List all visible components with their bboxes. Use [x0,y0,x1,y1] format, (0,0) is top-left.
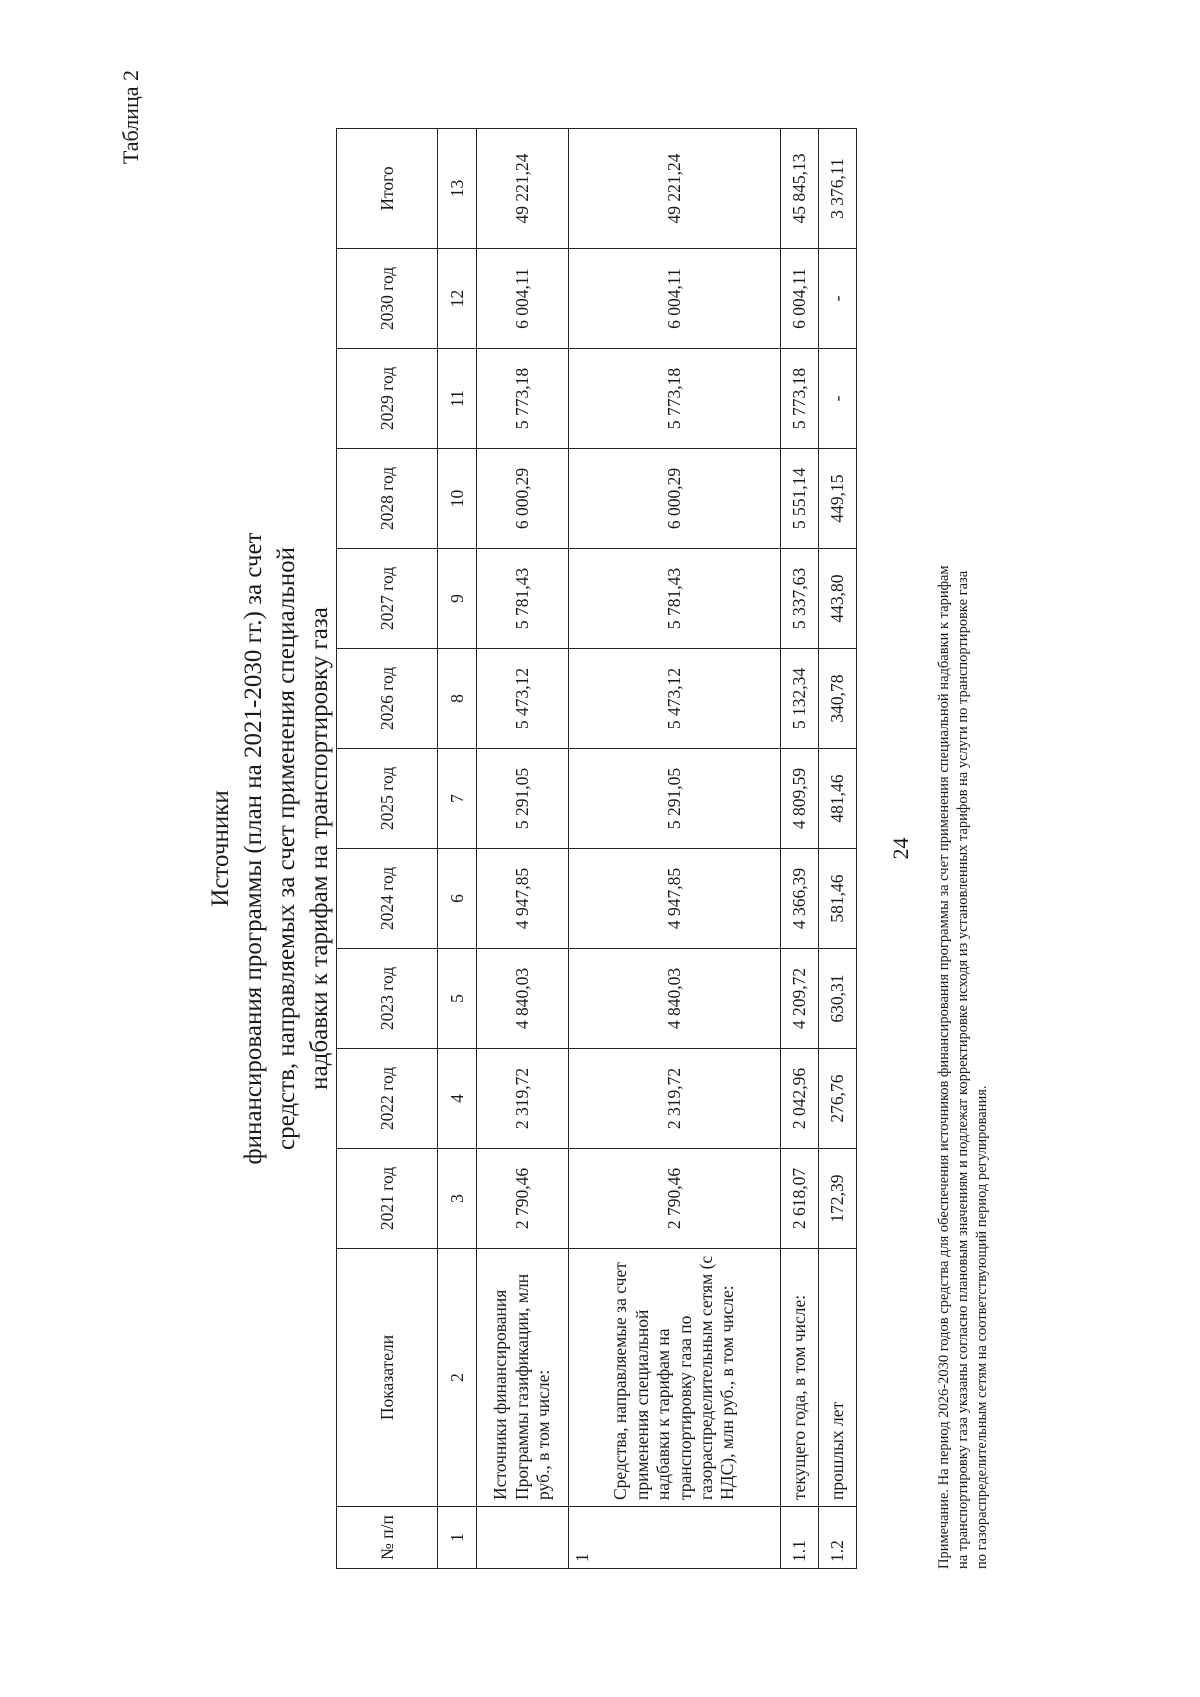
footnote-line: на транспортировку газа указаны согласно плановым значениям и подлежат корректировке исходя из установленных тарифов на услуги по транспортировке газа [955,570,972,1569]
row-number [477,1507,569,1569]
column-number: 6 [438,849,477,949]
title-line: средств, направляемых за счет применения специальной [273,546,300,1151]
table-cell: 6 004,11 [569,249,781,349]
table-cell: 6 004,11 [781,249,819,349]
table-cell: - [819,349,857,449]
table-cell: 581,46 [819,849,857,949]
column-number: 9 [438,549,477,649]
table-cell: 2 790,46 [569,1149,781,1249]
table-cell: 2 790,46 [477,1149,569,1249]
row-label: Источники финансирования Программы газификации, млн руб., в том числе: [477,1249,569,1507]
footnote-line: по газораспределительным сетям на соответствующий период регулирования. [974,1085,991,1569]
column-number: 8 [438,649,477,749]
column-header: 2022 год [337,1049,438,1149]
table-cell: 3 376,11 [819,129,857,249]
financing-table [336,128,857,1569]
table-cell: 172,39 [819,1149,857,1249]
title-line: финансирования программы (план на 2021-2030 гг.) за счет [240,532,267,1165]
row-number: 1.1 [781,1507,819,1569]
column-number: 3 [438,1149,477,1249]
table-cell: 4 366,39 [781,849,819,949]
footnote [935,149,992,1569]
column-header: 2028 год [337,449,438,549]
table-cell: 4 947,85 [569,849,781,949]
column-header: Показатели [337,1249,438,1507]
table-cell: 5 551,14 [781,449,819,549]
row-label: текущего года, в том числе: [781,1249,819,1507]
table-cell: 5 773,18 [569,349,781,449]
table-cell: 630,31 [819,949,857,1049]
table-row [819,129,857,1569]
column-number: 7 [438,749,477,849]
table-cell: 449,15 [819,449,857,549]
table-cell: 49 221,24 [477,129,569,249]
column-header: 2025 год [337,749,438,849]
column-header: Итого [337,129,438,249]
table-cell: 6 004,11 [477,249,569,349]
table-cell: 4 809,59 [781,749,819,849]
header-row [337,129,438,1569]
financing-table-wrapper [336,128,857,1569]
column-header: 2021 год [337,1149,438,1249]
table-row [781,129,819,1569]
column-header: 2027 год [337,549,438,649]
table-cell: 340,78 [819,649,857,749]
row-number: 1.2 [819,1507,857,1569]
column-number: 11 [438,349,477,449]
table-cell: 2 319,72 [477,1049,569,1149]
row-label: Средства, направляемые за счет применения специальной надбавки к тарифам на транспортировку газа по газораспределительным сетям (с НДС), млн руб., в том числе: [569,1249,781,1507]
column-number: 5 [438,949,477,1049]
column-header: 2030 год [337,249,438,349]
table-label: Таблица 2 [118,70,143,165]
table-cell: 5 337,63 [781,549,819,649]
table-cell: 276,76 [819,1049,857,1149]
footnote-line: Примечание. На период 2026-2030 годов средства для обеспечения источников финансирования программы за счет применения специальной надбавки к тарифам [936,565,952,1569]
page-number: 24 [888,837,913,860]
table-cell: 5 773,18 [477,349,569,449]
table-cell: 5 132,34 [781,649,819,749]
title-line: Источники [207,790,234,907]
table-cell: 5 291,05 [477,749,569,849]
table-cell: 443,80 [819,549,857,649]
table-cell: 45 845,13 [781,129,819,249]
table-cell: 4 947,85 [477,849,569,949]
column-number: 2 [438,1249,477,1507]
table-cell: 5 473,12 [477,649,569,749]
row-number: 1 [569,1507,781,1569]
document-title [204,0,336,1697]
column-number: 12 [438,249,477,349]
row-label: прошлых лет [819,1249,857,1507]
column-number: 4 [438,1049,477,1149]
column-header: 2023 год [337,949,438,1049]
table-cell: 2 042,96 [781,1049,819,1149]
table-cell: 5 773,18 [781,349,819,449]
table-cell: 4 840,03 [569,949,781,1049]
table-cell: 5 473,12 [569,649,781,749]
table-cell: 481,46 [819,749,857,849]
table-cell: 6 000,29 [477,449,569,549]
table-cell: 2 319,72 [569,1049,781,1149]
column-number-row [438,129,477,1569]
column-number: 13 [438,129,477,249]
table-cell: 4 209,72 [781,949,819,1049]
column-header: 2024 год [337,849,438,949]
table-cell: 49 221,24 [569,129,781,249]
table-cell: - [819,249,857,349]
table-row [569,129,781,1569]
column-number: 1 [438,1507,477,1569]
table-cell: 5 291,05 [569,749,781,849]
table-cell: 4 840,03 [477,949,569,1049]
table-cell: 5 781,43 [477,549,569,649]
title-line: надбавки к тарифам на транспортировку газа [306,607,333,1090]
table-cell: 5 781,43 [569,549,781,649]
column-header: 2029 год [337,349,438,449]
table-row [477,129,569,1569]
column-header: 2026 год [337,649,438,749]
column-header: № п/п [337,1507,438,1569]
column-number: 10 [438,449,477,549]
table-cell: 6 000,29 [569,449,781,549]
table-cell: 2 618,07 [781,1149,819,1249]
